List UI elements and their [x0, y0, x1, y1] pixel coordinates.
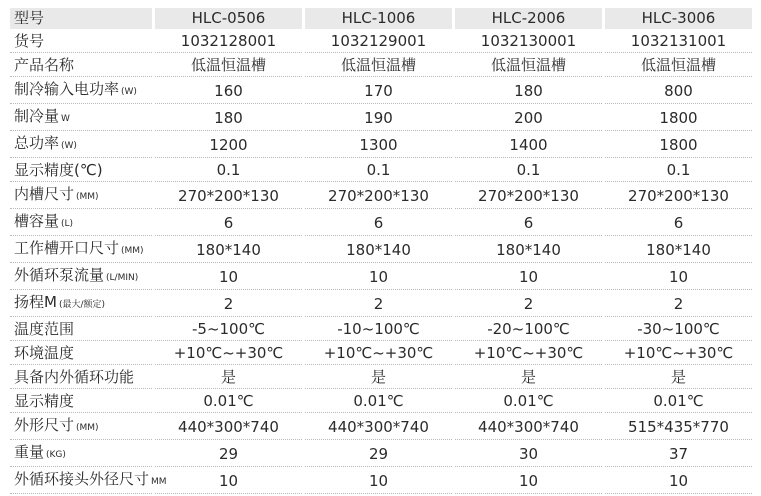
spec-value: 440*300*740 — [455, 415, 602, 440]
spec-value: 270*200*130 — [155, 184, 302, 209]
spec-value: 180 — [455, 79, 602, 104]
spec-value: 440*300*740 — [155, 415, 302, 440]
spec-row — [10, 55, 752, 77]
spec-unit: (L/MIN) — [106, 273, 139, 283]
spec-label-text: 工作槽开口尺寸 — [14, 239, 120, 257]
spec-value: 180 — [155, 106, 302, 131]
spec-label-text: 外循环泵流量 — [14, 266, 105, 284]
spec-row — [10, 31, 752, 53]
spec-label-text: 制冷量 — [14, 107, 60, 125]
spec-value: 低温恒温槽 — [455, 55, 602, 77]
spec-value: 2 — [455, 292, 602, 317]
spec-value: 0.01℃ — [155, 391, 302, 413]
spec-unit: (L) — [61, 219, 74, 229]
spec-value: 2 — [605, 292, 752, 317]
spec-row — [10, 469, 752, 494]
spec-label — [10, 238, 152, 263]
spec-value: 1800 — [605, 106, 752, 131]
spec-unit: W — [61, 114, 70, 124]
spec-row — [10, 238, 752, 263]
spec-value: +10℃~+30℃ — [305, 343, 452, 365]
spec-label — [10, 469, 167, 494]
spec-value: 6 — [155, 211, 302, 236]
spec-value: 10 — [605, 265, 752, 290]
spec-value: 0.1 — [455, 160, 602, 182]
spec-value: 10 — [155, 265, 302, 290]
spec-label-text: 外循环接头外径尺寸 — [14, 470, 150, 488]
spec-row — [10, 343, 752, 365]
spec-value: 180*140 — [455, 238, 602, 263]
spec-label-text: 外形尺寸 — [14, 416, 75, 434]
spec-value: 10 — [305, 469, 452, 494]
spec-label — [10, 106, 152, 131]
spec-value: 2 — [305, 292, 452, 317]
spec-value: 1800 — [605, 133, 752, 158]
model-header: HLC-2006 — [455, 8, 602, 29]
spec-row — [10, 133, 752, 158]
spec-value: 10 — [455, 265, 602, 290]
spec-unit: (MM) — [121, 246, 144, 256]
spec-label — [10, 319, 152, 341]
spec-label — [10, 55, 152, 77]
spec-label-text: 扬程M — [14, 293, 57, 311]
spec-value: 180*140 — [305, 238, 452, 263]
spec-value: 180*140 — [605, 238, 752, 263]
spec-value: 10 — [305, 265, 452, 290]
spec-value: 是 — [155, 367, 302, 389]
spec-value: 1032128001 — [155, 31, 302, 53]
spec-value: 37 — [605, 442, 752, 467]
spec-value: 6 — [455, 211, 602, 236]
spec-label-text: 制冷输入电功率 — [14, 80, 120, 98]
spec-unit: MM — [151, 477, 167, 487]
spec-value: 270*200*130 — [455, 184, 602, 209]
spec-label-text: 内槽尺寸 — [14, 185, 75, 203]
header-row — [10, 8, 752, 29]
spec-label-text: 温度范围 — [14, 320, 75, 338]
spec-value: 190 — [305, 106, 452, 131]
spec-label — [10, 265, 152, 290]
spec-value: 170 — [305, 79, 452, 104]
spec-value: -10~100℃ — [305, 319, 452, 341]
spec-label-text: 环境温度 — [14, 344, 75, 362]
spec-value: 0.1 — [305, 160, 452, 182]
spec-label — [10, 442, 152, 467]
model-header: HLC-3006 — [605, 8, 752, 29]
spec-label — [10, 391, 152, 413]
spec-label-text: 具备内外循环功能 — [14, 368, 135, 386]
spec-label — [10, 79, 152, 104]
spec-label-text: 显示精度(℃) — [14, 161, 103, 179]
spec-unit: (W) — [121, 87, 137, 97]
spec-label — [10, 184, 152, 209]
spec-value: -30~100℃ — [605, 319, 752, 341]
spec-unit: (最大/额定) — [58, 300, 106, 310]
spec-value: 29 — [155, 442, 302, 467]
spec-row — [10, 415, 752, 440]
spec-value: +10℃~+30℃ — [455, 343, 602, 365]
spec-row — [10, 292, 752, 317]
spec-value: -20~100℃ — [455, 319, 602, 341]
spec-value: 160 — [155, 79, 302, 104]
spec-label — [10, 292, 152, 317]
spec-label-text: 货号 — [14, 32, 45, 50]
spec-row — [10, 184, 752, 209]
spec-row — [10, 319, 752, 341]
model-header: HLC-0506 — [155, 8, 302, 29]
spec-value: 低温恒温槽 — [155, 55, 302, 77]
spec-value: 1400 — [455, 133, 602, 158]
spec-value: 0.1 — [605, 160, 752, 182]
spec-value: 270*200*130 — [305, 184, 452, 209]
spec-value: 515*435*770 — [605, 415, 752, 440]
spec-value: 200 — [455, 106, 602, 131]
spec-row — [10, 442, 752, 467]
spec-value: +10℃~+30℃ — [605, 343, 752, 365]
spec-row — [10, 211, 752, 236]
spec-value: 800 — [605, 79, 752, 104]
spec-value: 1300 — [305, 133, 452, 158]
spec-unit: (MM) — [76, 192, 99, 202]
spec-value: 0.1 — [155, 160, 302, 182]
spec-value: 0.01℃ — [305, 391, 452, 413]
spec-label — [10, 415, 152, 440]
spec-value: 10 — [605, 469, 752, 494]
spec-value: 低温恒温槽 — [605, 55, 752, 77]
spec-label — [10, 133, 152, 158]
spec-label — [10, 211, 152, 236]
spec-label-text: 产品名称 — [14, 56, 75, 74]
spec-value: 1032129001 — [305, 31, 452, 53]
spec-row — [10, 367, 752, 389]
spec-row — [10, 79, 752, 104]
spec-value: 1032130001 — [455, 31, 602, 53]
spec-value: 270*200*130 — [605, 184, 752, 209]
spec-value: 6 — [305, 211, 452, 236]
spec-value: 10 — [155, 469, 302, 494]
spec-row — [10, 265, 752, 290]
spec-value: 440*300*740 — [305, 415, 452, 440]
spec-value: 10 — [455, 469, 602, 494]
spec-value: 30 — [455, 442, 602, 467]
spec-row — [10, 106, 752, 131]
spec-value: 180*140 — [155, 238, 302, 263]
spec-value: 是 — [305, 367, 452, 389]
header-label: 型号 — [10, 8, 152, 29]
spec-unit: (KG) — [46, 450, 66, 460]
spec-value: 6 — [605, 211, 752, 236]
spec-row — [10, 160, 752, 182]
spec-value: 是 — [605, 367, 752, 389]
spec-label — [10, 160, 152, 182]
spec-label — [10, 31, 152, 53]
spec-value: +10℃~+30℃ — [155, 343, 302, 365]
spec-row — [10, 391, 752, 413]
spec-table — [7, 6, 755, 496]
spec-value: 1032131001 — [605, 31, 752, 53]
spec-value: 0.01℃ — [455, 391, 602, 413]
model-header: HLC-1006 — [305, 8, 452, 29]
spec-label-text: 重量 — [14, 443, 45, 461]
spec-value: 29 — [305, 442, 452, 467]
spec-unit: (W) — [61, 141, 77, 151]
spec-value: 低温恒温槽 — [305, 55, 452, 77]
spec-value: 0.01℃ — [605, 391, 752, 413]
spec-label — [10, 343, 152, 365]
spec-unit: (MM) — [76, 423, 99, 433]
spec-value: 2 — [155, 292, 302, 317]
spec-value: 是 — [455, 367, 602, 389]
spec-label — [10, 367, 152, 389]
spec-label-text: 总功率 — [14, 134, 60, 152]
spec-label-text: 显示精度 — [14, 392, 75, 410]
spec-label-text: 槽容量 — [14, 212, 60, 230]
spec-value: -5~100℃ — [155, 319, 302, 341]
spec-value: 1200 — [155, 133, 302, 158]
